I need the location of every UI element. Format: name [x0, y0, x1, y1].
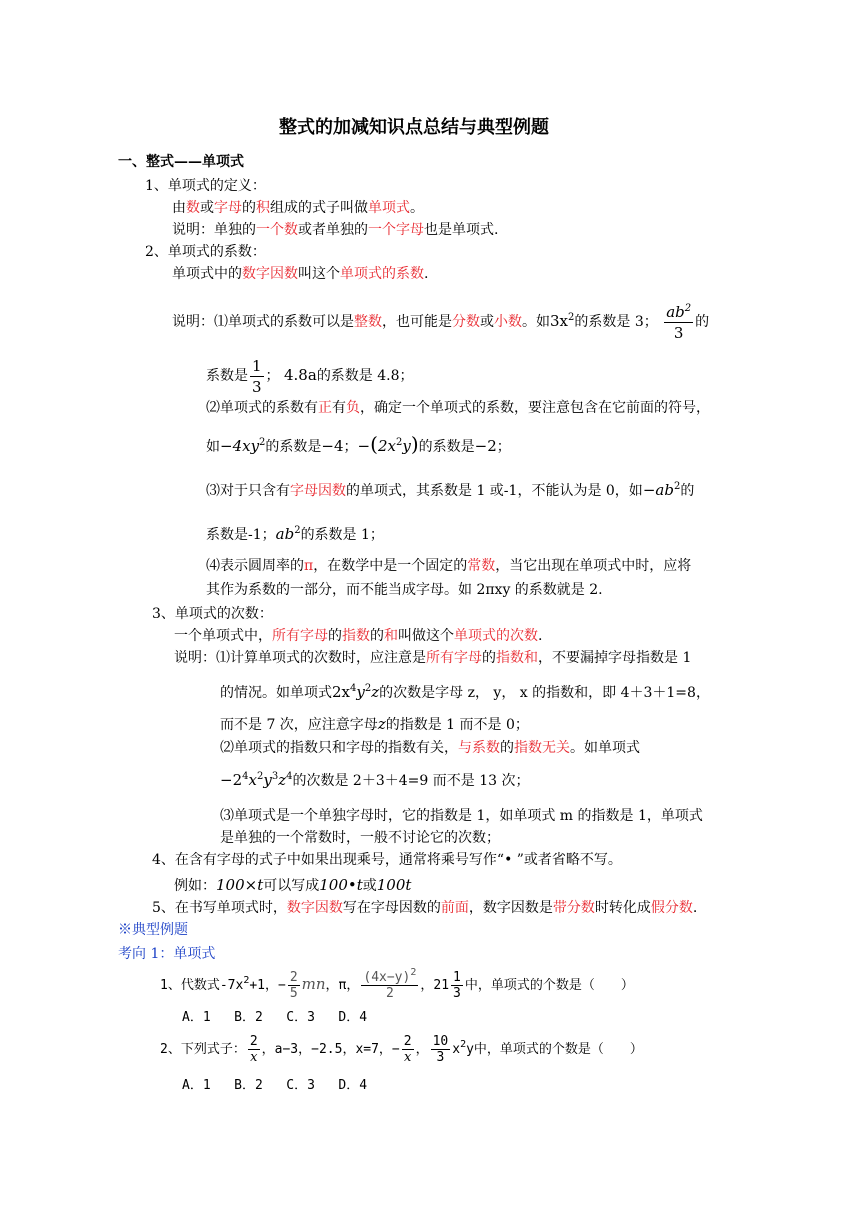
- degree-note-1: 说明：⑴计算单项式的次数时，应注意是所有字母的指数和，不要漏掉字母指数是 1: [174, 650, 692, 666]
- multiplication-rule: 4、在含有字母的式子中如果出现乘号，通常将乘号写作“• ”或者省略不写。: [152, 852, 622, 868]
- question-1: 1、代数式$-7x^2+1$，− $\frac{2}{5}$ mn，π， $\frac{(4x-y)^2}{2}$ ，21 $\frac{1}{3}$ 中，单项式的个数是（ ）: [160, 967, 634, 1001]
- option-c: C．3: [286, 1078, 315, 1093]
- option-a: A．1: [182, 1078, 211, 1093]
- question-2: 2、下列式子： $\frac{2}{x}$ ，a−3，−2.5，x=7，− $\frac{2}{x}$ ， $\frac{10}{3}$ $x^2y$中，单项式的个数是（ ）: [160, 1034, 643, 1065]
- degree-note-3b: 是单独的一个常数时，一般不讨论它的次数；: [220, 830, 500, 846]
- section-heading: 一、整式——单项式: [118, 154, 244, 170]
- coefficient-note-2b: 如$-4xy^2$的系数是−4；$-(2x^2y)$的系数是−2；: [206, 432, 511, 456]
- coefficient-line: 单项式中的数字因数叫这个单项式的系数.: [172, 266, 429, 282]
- degree-note-2b: $-2^4x^2y^3z^4$的次数是 2＋3＋4=9 而不是 13 次；: [220, 771, 530, 789]
- definition-note: 说明：单独的一个数或者单独的一个字母也是单项式.: [172, 222, 499, 238]
- coefficient-note-3: ⑶对于只含有字母因数的单项式，其系数是 1 或-1，不能认为是 0，如$-ab^2$的: [206, 481, 695, 499]
- coefficient-note-3b: 系数是-1；$ab^2$的系数是 1；: [206, 525, 384, 543]
- coefficient-note-1: 说明：⑴单项式的系数可以是整数，也可能是分数或小数。如$3x^2$的系数是 3； $\frac{ab^2}{3}$ 的: [172, 302, 710, 342]
- option-d: D．4: [338, 1010, 368, 1025]
- degree-note-3: ⑶单项式是一个单独字母时，它的指数是 1，如单项式 m 的指数是 1，单项式: [220, 808, 703, 824]
- coefficient-note-4b: 其作为系数的一部分，而不能当成字母。如 2πxy 的系数就是 2.: [206, 582, 603, 598]
- subheading-degree: 3、单项式的次数：: [152, 606, 273, 622]
- option-d: D．4: [338, 1078, 368, 1093]
- multiplication-example: 例如：100×t可以写成100•t或100t: [174, 876, 412, 894]
- degree-note-2: ⑵单项式的指数只和字母的指数有关，与系数的指数无关。如单项式: [220, 740, 640, 756]
- option-a: A．1: [182, 1010, 211, 1025]
- subheading-coefficient: 2、单项式的系数：: [145, 244, 266, 260]
- degree-note-1b: 的情况。如单项式$2x^4y^2z$的次数是字母 z， y， x 的指数和，即 4＋3＋1=8，: [220, 683, 710, 701]
- examples-header: ※典型例题: [118, 922, 188, 938]
- page-title: 整式的加减知识点总结与典型例题: [279, 117, 549, 138]
- topic-heading: 考向 1：单项式: [118, 946, 216, 962]
- option-b: B．2: [234, 1010, 263, 1025]
- coefficient-note-1b: 系数是 $\frac{1}{3}$ ； 4.8a的系数是 4.8；: [206, 356, 414, 396]
- degree-line: 一个单项式中，所有字母的指数的和叫做这个单项式的次数.: [174, 628, 543, 644]
- degree-note-1c: 而不是 7 次，应注意字母z的指数是 1 而不是 0；: [220, 715, 529, 733]
- question-1-options: [182, 1008, 367, 1028]
- definition-line: 由数或字母的积组成的式子叫做单项式。: [172, 200, 424, 216]
- question-2-options: [182, 1076, 367, 1096]
- subheading-definition: 1、单项式的定义：: [145, 178, 266, 194]
- option-b: B．2: [234, 1078, 263, 1093]
- option-c: C．3: [286, 1010, 315, 1025]
- coefficient-note-2: ⑵单项式的系数有正有负，确定一个单项式的系数，要注意包含在它前面的符号，: [206, 400, 710, 416]
- writing-rule: 5、在书写单项式时，数字因数写在字母因数的前面，数字因数是带分数时转化成假分数.: [152, 900, 698, 916]
- coefficient-note-4: ⑷表示圆周率的π，在数学中是一个固定的常数，当它出现在单项式中时，应将: [206, 558, 692, 574]
